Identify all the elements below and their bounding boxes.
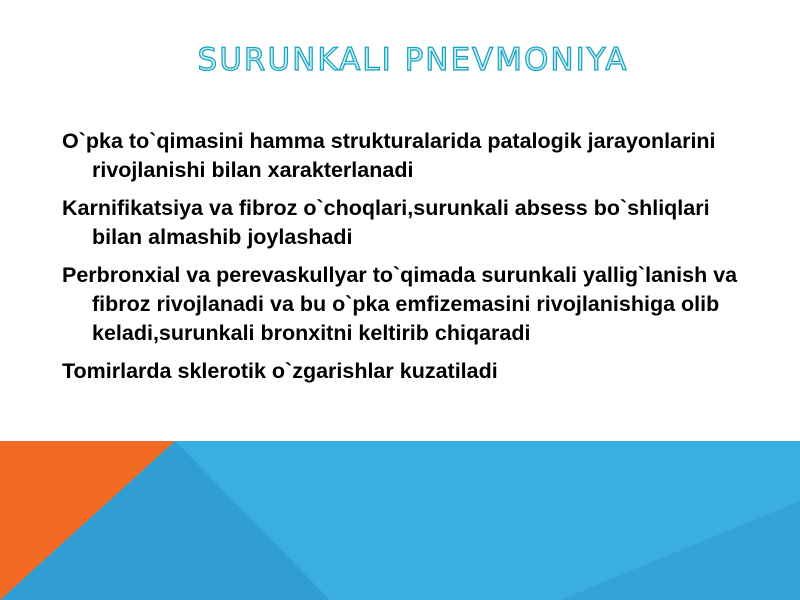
bullet-list (62, 127, 762, 395)
bullet-item-2: Karnifikatsiya va fibroz o`choqlari,surunkali absess bo`shliqlari bilan almashib joylashadi (62, 196, 710, 249)
bullet-item-3: Perbronxial va perevaskullyar to`qimada surunkali yallig`lanish va fibroz rivojlanadi va bu o`pka emfizemasini rivojlanishiga olib keladi,surunkali bronxitni keltirib chiqaradi (62, 263, 738, 345)
decorative-footer (0, 441, 800, 600)
slide-title: SURUNKALI PNEVMONIYA (197, 42, 629, 78)
bullet-item-4: Tomirlarda sklerotik o`zgarishlar kuzatiladi (62, 359, 498, 383)
bullet-item-1: O`pka to`qimasini hamma strukturalarida patalogik jarayonlarini rivojlanishi bilan xarakterlanadi (62, 129, 716, 182)
